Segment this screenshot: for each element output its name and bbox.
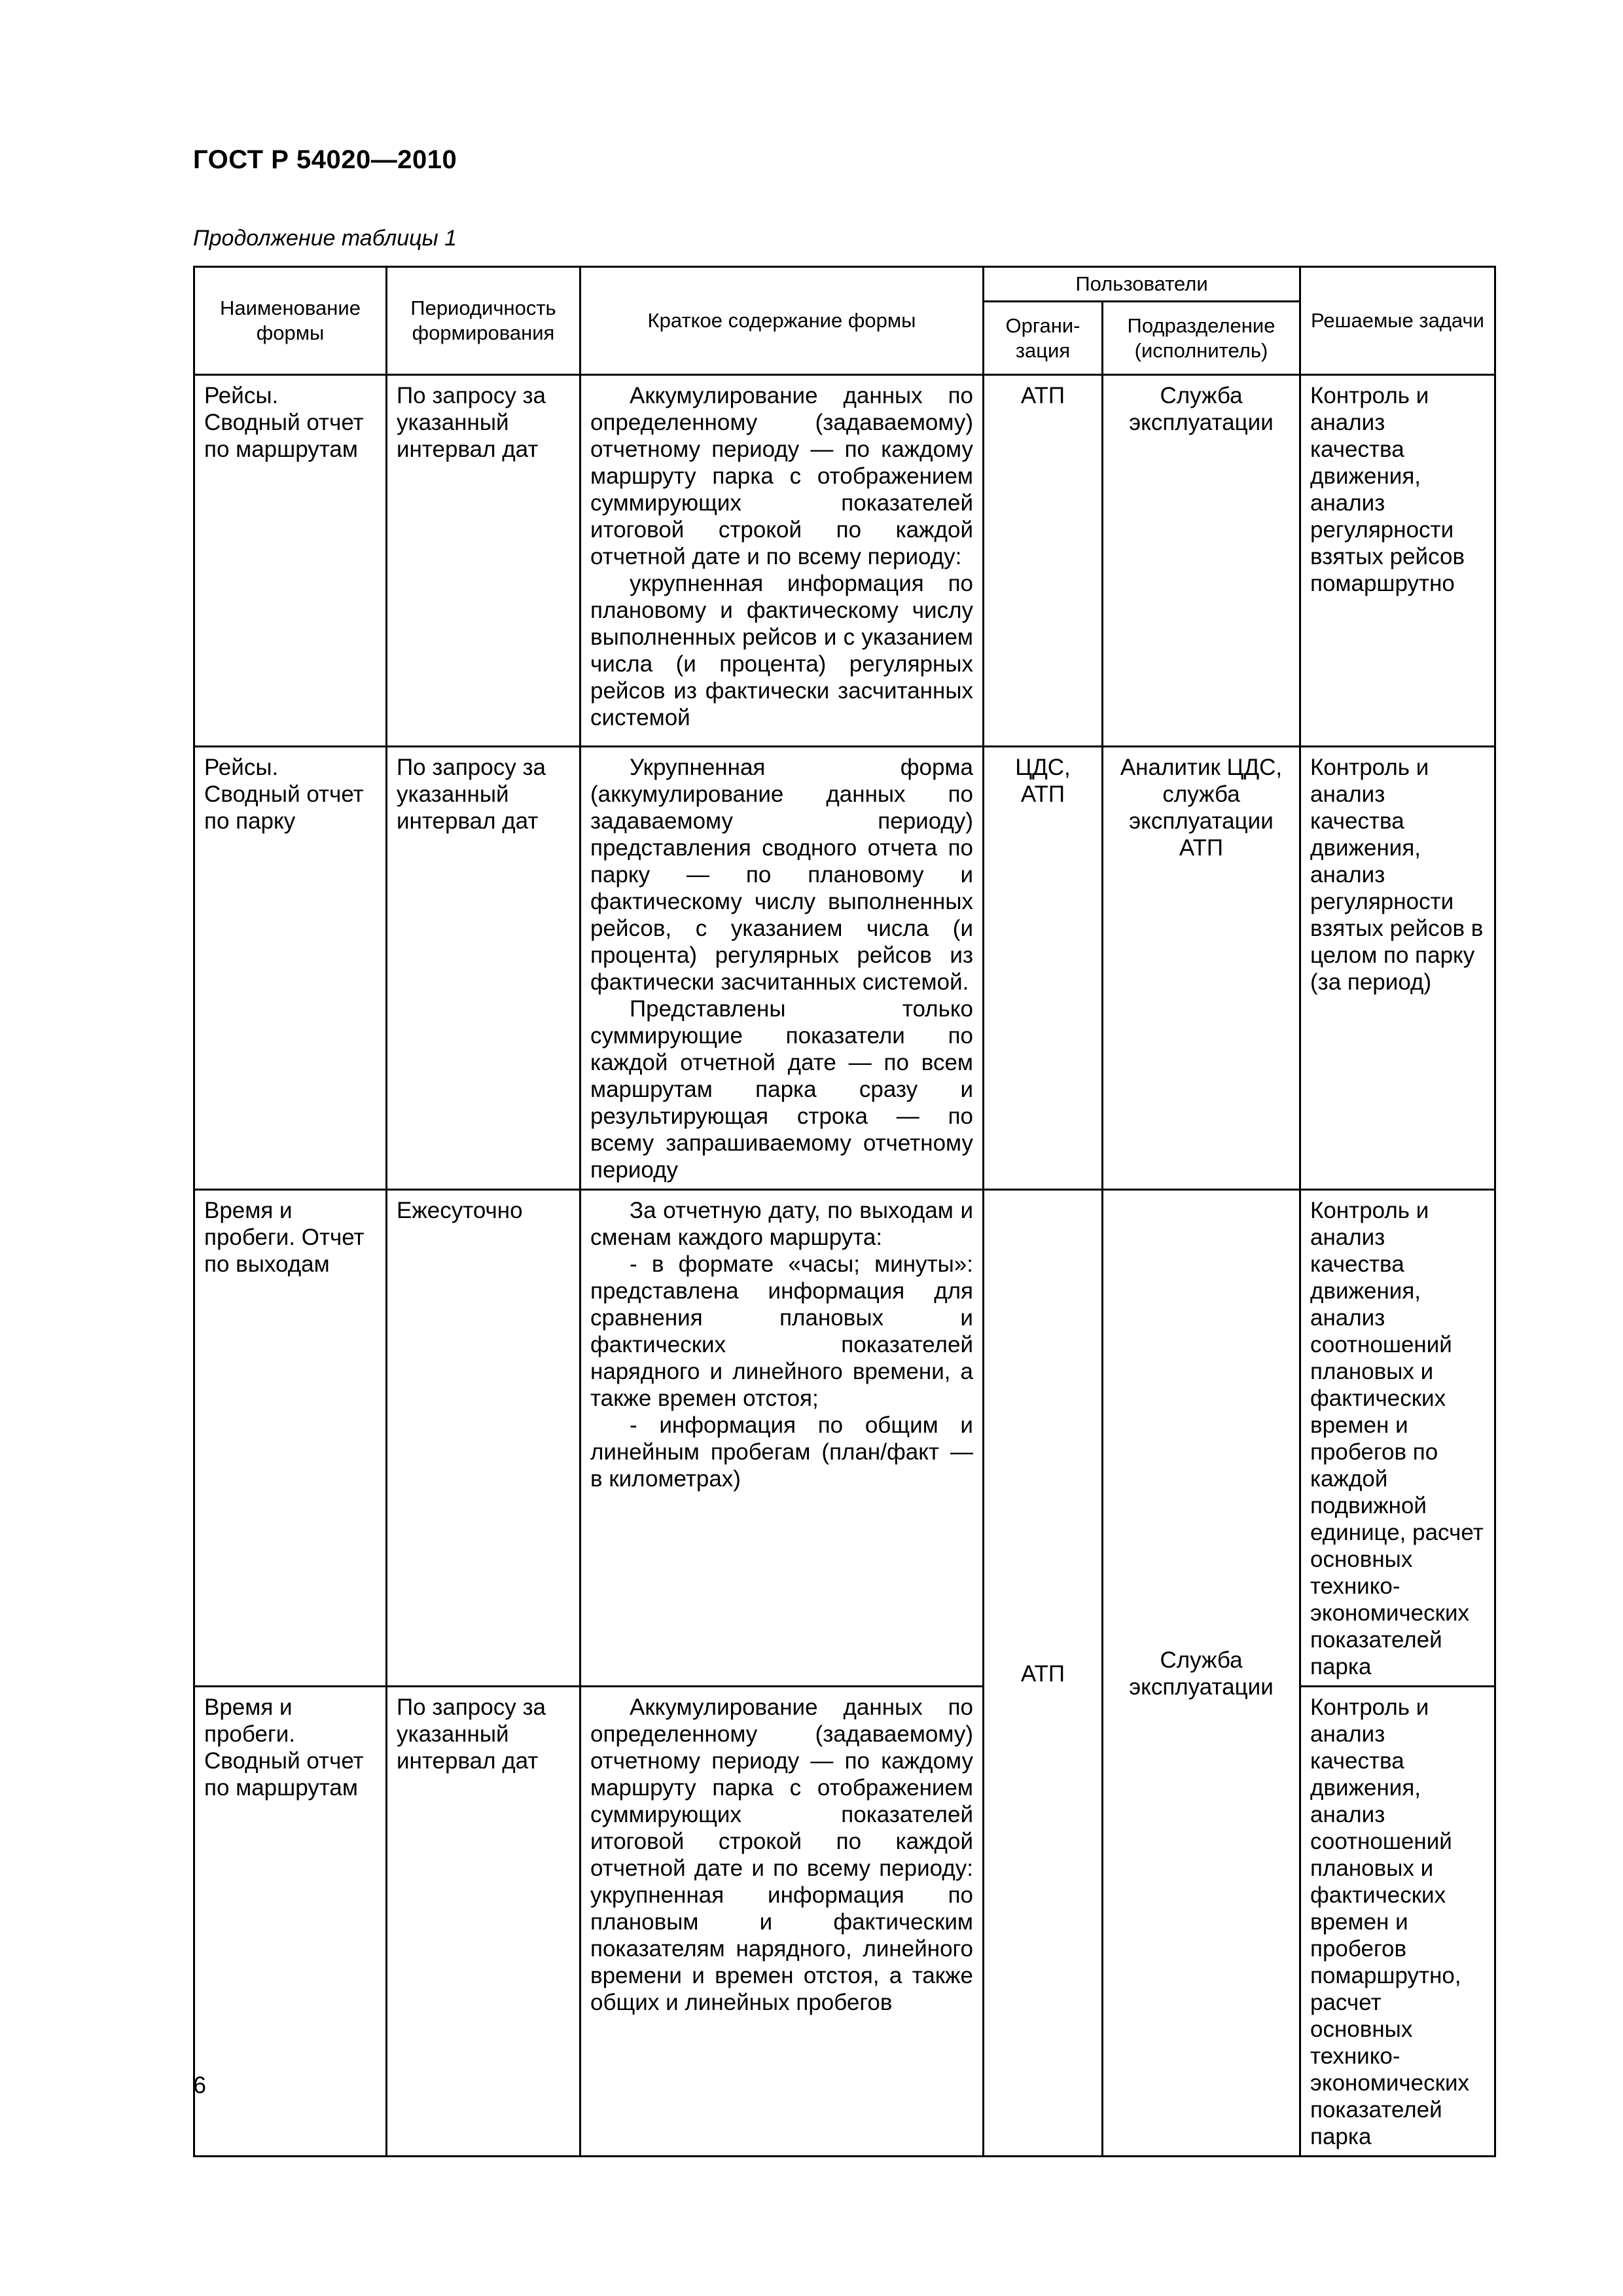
row3-content-p3: - информация по общим и линейным пробегам (план/факт — в километрах): [590, 1412, 973, 1492]
row3-content-p2: - в формате «часы; минуты»: представлена информация для сравнения плановых и фактических показателей нарядного и линейного времени, а также времен отстоя;: [590, 1251, 973, 1411]
merged-org: АТП: [984, 1190, 1103, 2157]
row1-periodicity: По запросу за указанный интервал дат: [387, 375, 580, 747]
row4-content: [580, 1687, 984, 2157]
table-row: [194, 1190, 1495, 1687]
row4-tasks: Контроль и анализ качества движения, анализ соотношений плановых и фактических времен и пробегов помаршрутно, расчет основных технико-экономических показателей парка: [1300, 1687, 1495, 2157]
row1-org: АТП: [984, 375, 1103, 747]
row3-content-p1: За отчетную дату, по выходам и сменам каждого маршрута:: [590, 1198, 973, 1250]
row2-tasks: Контроль и анализ качества движения, анализ регулярности взятых рейсов в целом по парку (за период): [1300, 747, 1495, 1190]
row1-name: Рейсы. Сводный отчет по маршрутам: [194, 375, 387, 747]
row3-content: [580, 1190, 984, 1687]
row2-content-p1: Укрупненная форма (аккумулирование данных по задаваемому периоду) представления сводного отчета по парку — по плановому и фактическому числу выполненных рейсов, с указанием числа (и процента) регулярных рейсов из фактически засчитанных системой.: [590, 755, 973, 995]
row2-periodicity: По запросу за указанный интервал дат: [387, 747, 580, 1190]
header-name: Наименование формы: [194, 267, 387, 375]
row1-division: Служба эксплуатации: [1103, 375, 1300, 747]
row1-content: [580, 375, 984, 747]
header-content: Краткое содержание формы: [580, 267, 984, 375]
forms-table: [193, 266, 1496, 2157]
header-users: Пользователи: [984, 267, 1300, 302]
page-number: 6: [193, 2072, 207, 2098]
row4-content-p1: Аккумулирование данных по определенному (задаваемому) отчетному периоду — по каждому маршруту парка с отображением суммирующих показателей итоговой строкой по каждой отчетной дате и по всему периоду: укрупненная информация по плановым и фактическим показателям нарядного, линейного времени и времен отстоя, а также общих и линейных пробегов: [590, 1695, 973, 2015]
row3-name: Время и пробеги. Отчет по выходам: [194, 1190, 387, 1687]
header-division: Подразделение (исполнитель): [1103, 302, 1300, 375]
table-row: [194, 1687, 1495, 2157]
table-caption: Продолжение таблицы 1: [193, 226, 457, 251]
header-tasks: Решаемые задачи: [1300, 267, 1495, 375]
row2-content-p2: Представлены только суммирующие показатели по каждой отчетной дате — по всем маршрутам парка сразу и результирующая строка — по всему запрашиваемому отчетному периоду: [590, 996, 973, 1183]
header-org: Органи-зация: [984, 302, 1103, 375]
row2-org: ЦДС, АТП: [984, 747, 1103, 1190]
row2-division: Аналитик ЦДС, служба эксплуатации АТП: [1103, 747, 1300, 1190]
row1-content-p1: Аккумулирование данных по определенному (задаваемому) отчетному периоду — по каждому маршруту парка с отображением суммирующих показателей итоговой строкой по каждой отчетной дате и по всему периоду:: [590, 383, 973, 569]
row3-periodicity: Ежесуточно: [387, 1190, 580, 1687]
row3-tasks: Контроль и анализ качества движения, анализ соотношений плановых и фактических времен и пробегов по каждой подвижной единице, расчет основных технико-экономических показателей парка: [1300, 1190, 1495, 1687]
table-row: [194, 747, 1495, 1190]
table-row: [194, 375, 1495, 747]
row2-content: [580, 747, 984, 1190]
merged-division: Служба эксплуатации: [1103, 1190, 1300, 2157]
row1-content-p2: укрупненная информация по плановому и фактическому числу выполненных рейсов и с указанием числа (и процента) регулярных рейсов из фактически засчитанных системой: [590, 571, 973, 730]
header-row-top: [194, 267, 1495, 302]
document-code: ГОСТ Р 54020—2010: [193, 145, 457, 174]
row4-periodicity: По запросу за указанный интервал дат: [387, 1687, 580, 2157]
row1-tasks: Контроль и анализ качества движения, анализ регулярности взятых рейсов помаршрутно: [1300, 375, 1495, 747]
row4-name: Время и пробеги. Сводный отчет по маршрутам: [194, 1687, 387, 2157]
row2-name: Рейсы. Сводный отчет по парку: [194, 747, 387, 1190]
header-periodicity: Периодичность формирования: [387, 267, 580, 375]
